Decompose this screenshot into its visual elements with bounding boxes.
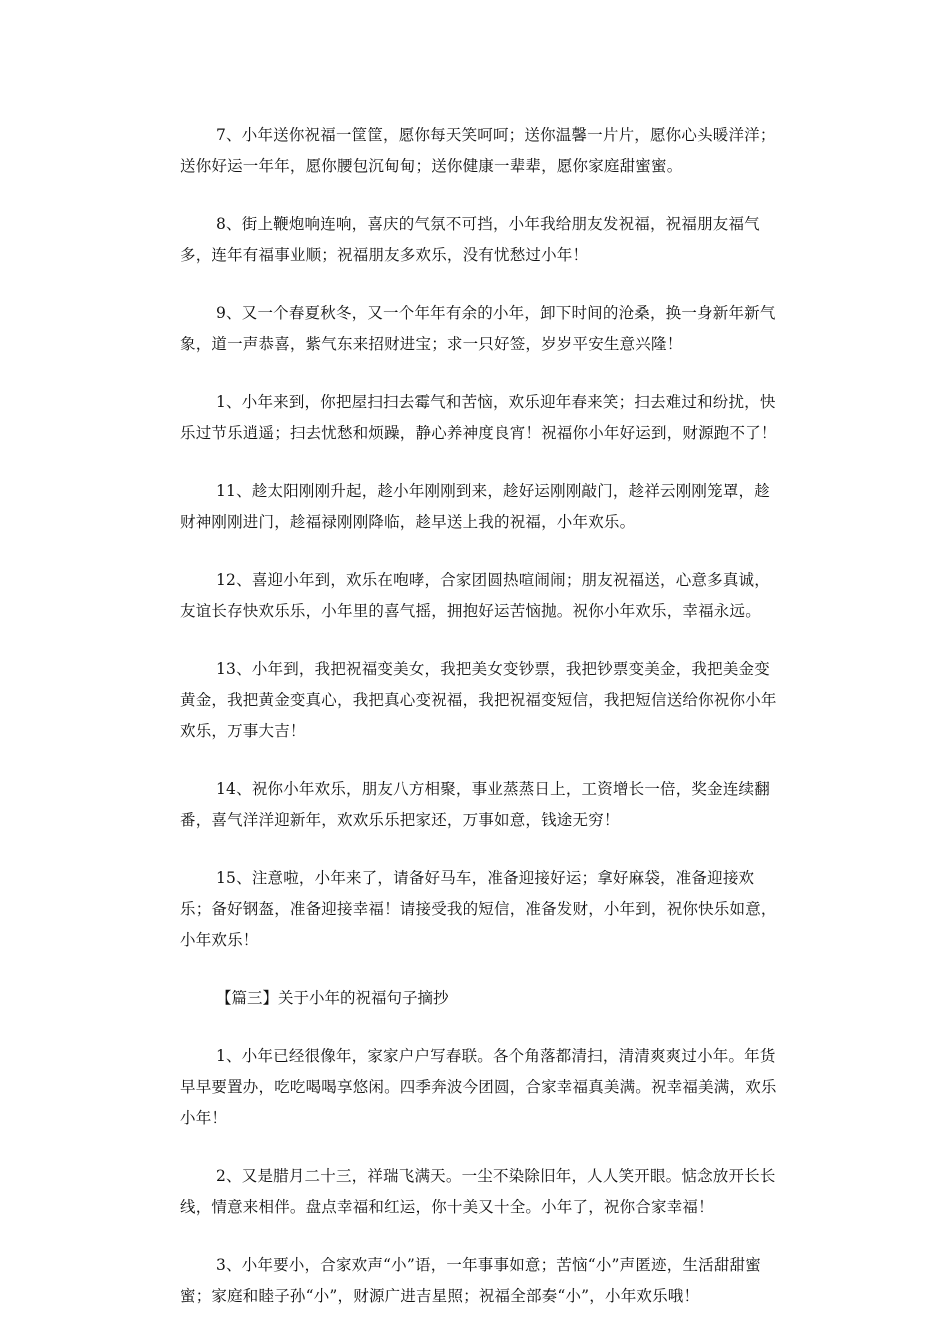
section3-paragraph-2: 2、又是腊月二十三，祥瑞飞满天。一尘不染除旧年，人人笑开眼。惦念放开长长线，情意来相伴。盘点幸福和红运，你十美又十全。小年了，祝你合家幸福！	[180, 1167, 776, 1216]
section-heading: 【篇三】关于小年的祝福句子摘抄	[216, 989, 449, 1007]
paragraph-1: 1、小年来到，你把屋扫扫去霉气和苦恼，欢乐迎年春来笑；扫去难过和纷扰，快乐过节乐逍遥；扫去忧愁和烦躁，静心养神度良宵！祝福你小年好运到，财源跑不了！	[180, 393, 777, 442]
paragraph-8: 8、街上鞭炮响连响，喜庆的气氛不可挡，小年我给朋友发祝福，祝福朋友福气多，连年有福事业顺；祝福朋友多欢乐，没有忧愁过小年！	[180, 215, 760, 264]
paragraph-7: 7、小年送你祝福一筐筐，愿你每天笑呵呵；送你温馨一片片，愿你心头暖洋洋；送你好运一年年，愿你腰包沉甸甸；送你健康一辈辈，愿你家庭甜蜜蜜。	[180, 126, 776, 175]
paragraph-15: 15、注意啦，小年来了，请备好马车，准备迎接好运；拿好麻袋，准备迎接欢乐；备好钢盔，准备迎接幸福！请接受我的短信，准备发财，小年到，祝你快乐如意，小年欢乐！	[180, 869, 777, 949]
section3-paragraph-1: 1、小年已经很像年，家家户户写春联。各个角落都清扫，清清爽爽过小年。年货早早要置办，吃吃喝喝享悠闲。四季奔波今团圆，合家幸福真美满。祝幸福美满，欢乐小年！	[180, 1047, 777, 1127]
paragraph-13: 13、小年到，我把祝福变美女，我把美女变钞票，我把钞票变美金，我把美金变黄金，我把黄金变真心，我把真心变祝福，我把祝福变短信，我把短信送给你祝你小年欢乐，万事大吉！	[180, 660, 777, 740]
paragraph-11: 11、趁太阳刚刚升起，趁小年刚刚到来，趁好运刚刚敲门，趁祥云刚刚笼罩，趁财神刚刚进门，趁福禄刚刚降临，趁早送上我的祝福，小年欢乐。	[180, 482, 770, 531]
paragraph-12: 12、喜迎小年到，欢乐在咆哮，合家团圆热喧闹闹；朋友祝福送，心意多真诚，友谊长存快欢乐乐，小年里的喜气摇，拥抱好运苦恼抛。祝你小年欢乐，幸福永远。	[180, 571, 770, 620]
paragraph-9: 9、又一个春夏秋冬，又一个年年有余的小年，卸下时间的沧桑，换一身新年新气象，道一声恭喜，紫气东来招财进宝；求一只好签，岁岁平安生意兴隆！	[180, 304, 776, 353]
paragraph-14: 14、祝你小年欢乐，朋友八方相聚，事业蒸蒸日上，工资增长一倍，奖金连续翻番，喜气洋洋迎新年，欢欢乐乐把家还，万事如意，钱途无穷！	[180, 780, 770, 829]
document-body	[180, 120, 780, 1339]
section3-paragraph-3: 3、小年要小，合家欢声“小”语，一年事事如意；苦恼“小”声匿迹，生活甜甜蜜蜜；家庭和睦子孙“小”，财源广进吉星照；祝福全部奏“小”，小年欢乐哦！	[180, 1256, 761, 1305]
